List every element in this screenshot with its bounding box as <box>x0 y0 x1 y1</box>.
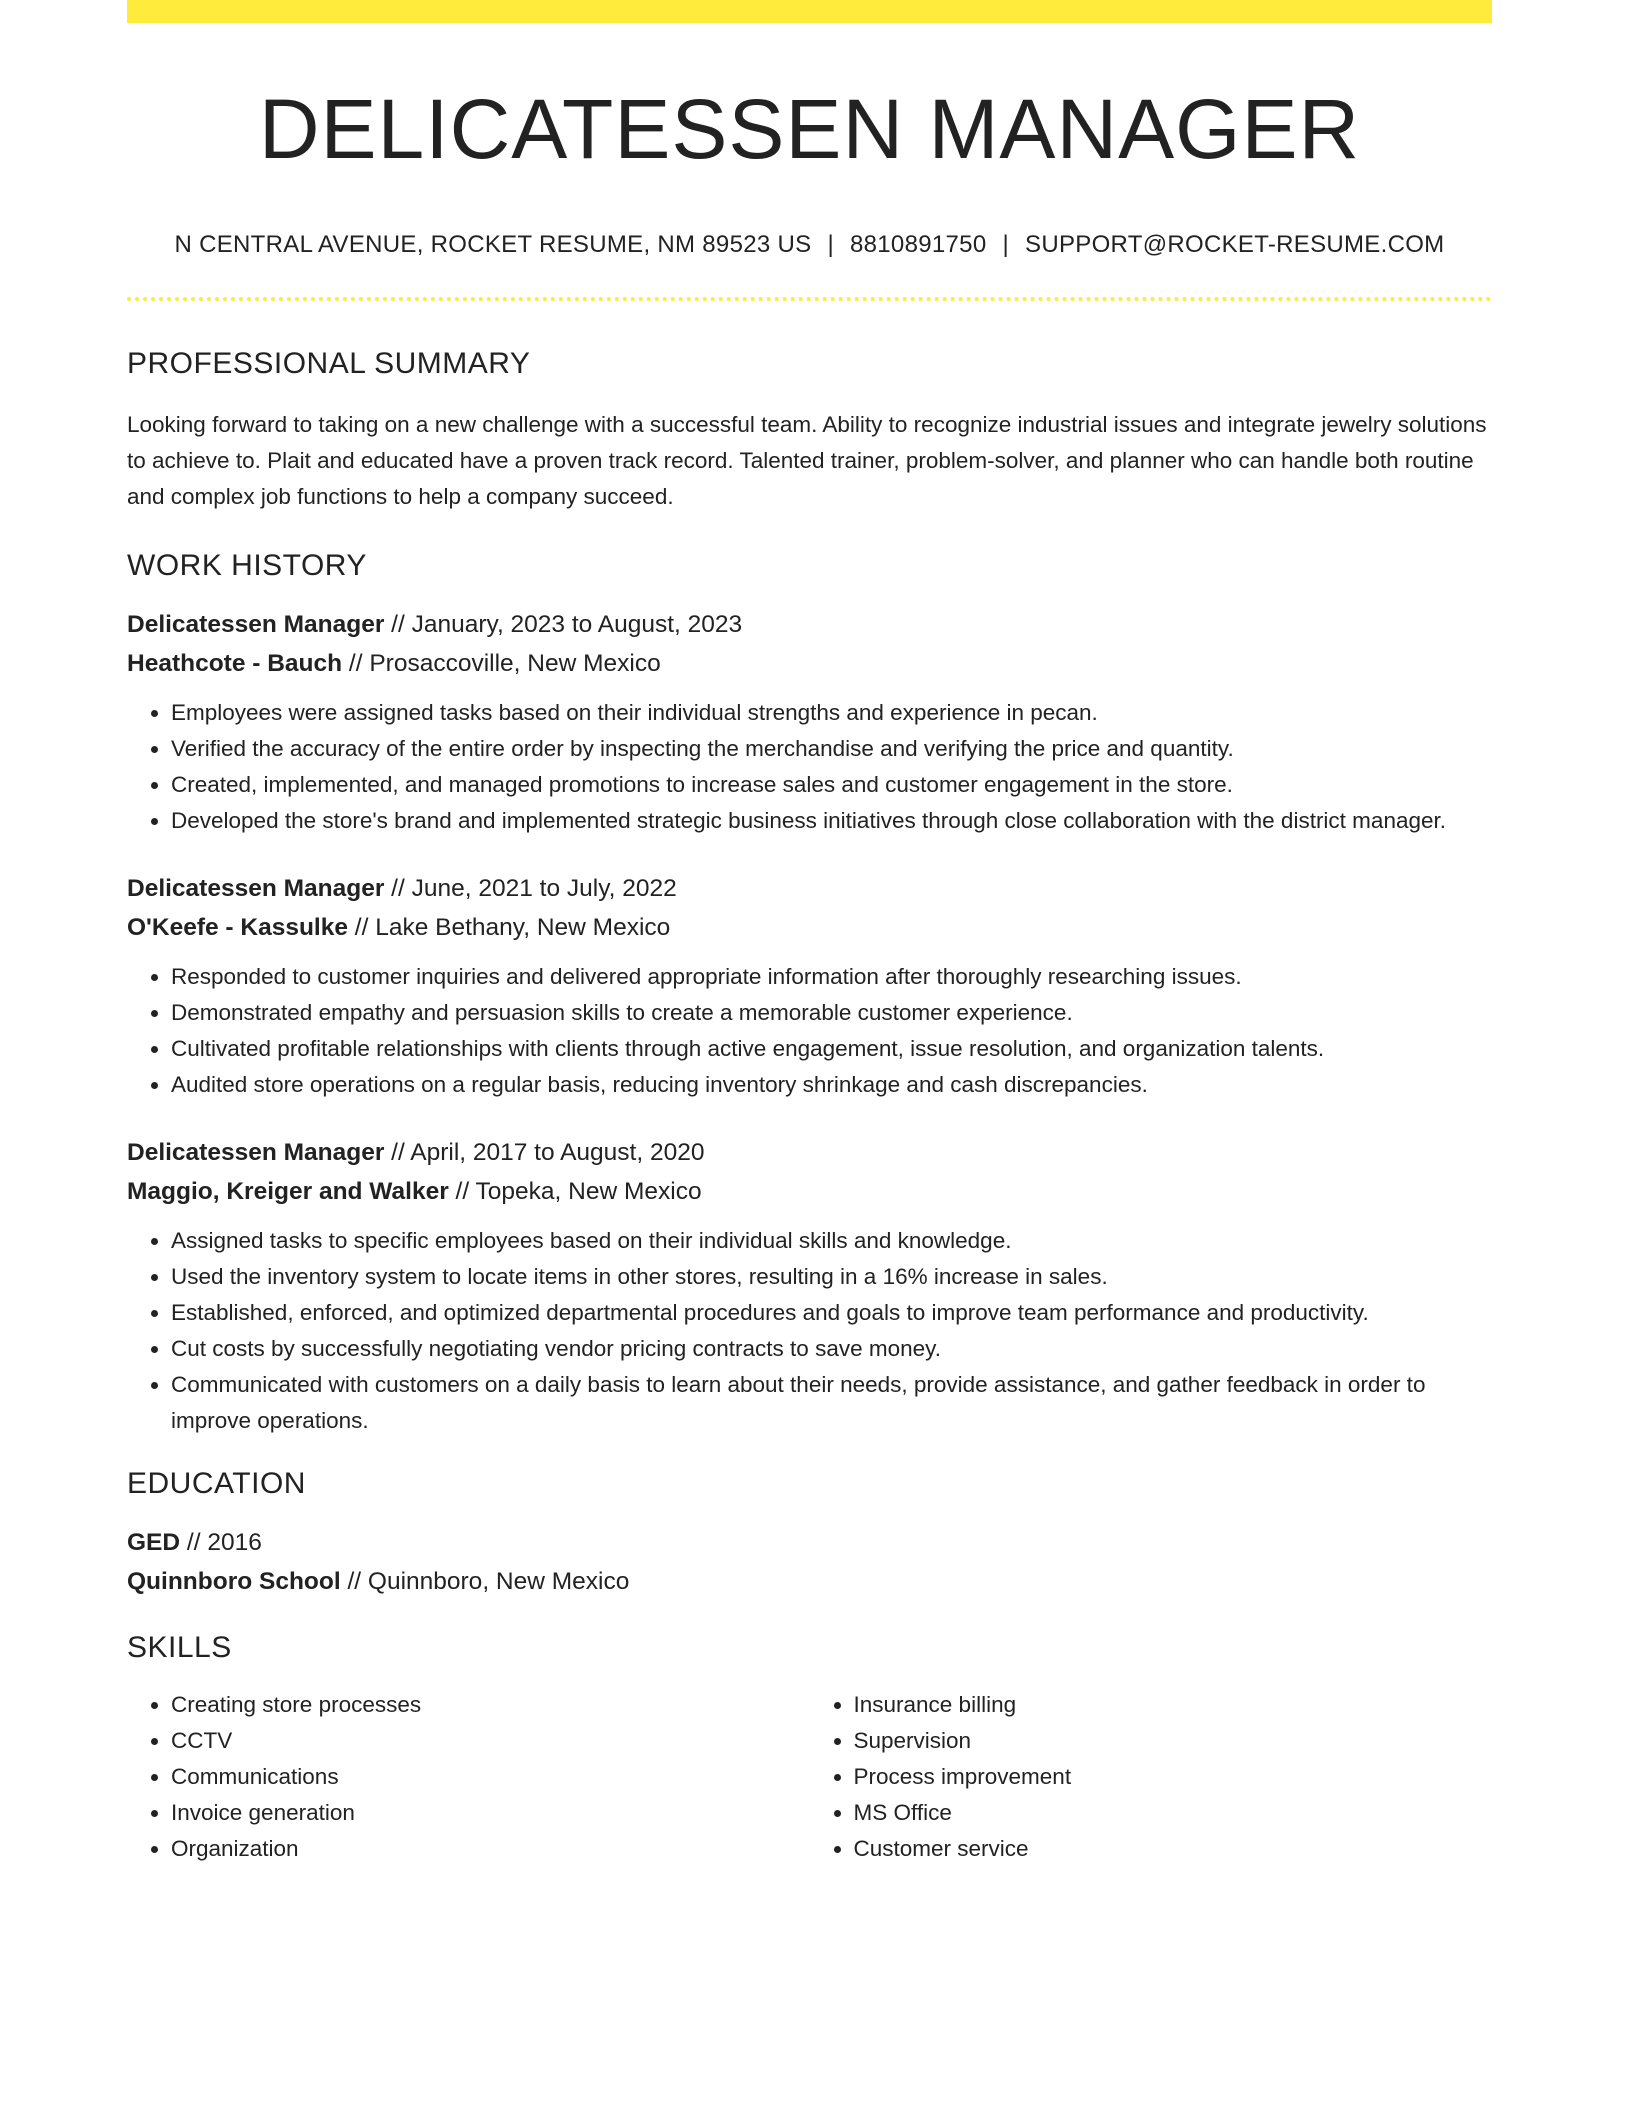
job-location: // Lake Bethany, New Mexico <box>347 914 671 942</box>
address: N CENTRAL AVENUE, ROCKET RESUME, NM 89523 US <box>174 231 812 259</box>
list-item: • Cut costs by successfully negotiating vendor pricing contracts to save money. <box>171 1331 1492 1367</box>
skill-item: • Insurance billing <box>854 1687 1493 1723</box>
list-item: • Responded to customer inquiries and delivered appropriate information after thoroughly researching issues. <box>171 959 1492 995</box>
job-company-line <box>127 908 1492 947</box>
skill-item: • Process improvement <box>854 1759 1493 1795</box>
job-entry <box>127 1133 1492 1439</box>
skill-item: • CCTV <box>171 1723 810 1759</box>
list-item: • Created, implemented, and managed promotions to increase sales and customer engagement in the store. <box>171 767 1492 803</box>
summary-text: Looking forward to taking on a new challenge with a successful team. Ability to recognize industrial issues and integrate jewelry solutions to achieve to. Plait and educated have a proven track record. Talented trainer, problem-solver, and planner who can handle both routine and complex job functions to help a company succeed. <box>127 412 1487 510</box>
job-company: Heathcote - Bauch <box>127 650 343 678</box>
job-bullets <box>127 1223 1492 1439</box>
list-item: • Developed the store's brand and implemented strategic business initiatives through close collaboration with the district manager. <box>171 803 1492 839</box>
skill-item: • Supervision <box>854 1723 1493 1759</box>
resume-title: DELICATESSEN MANAGER <box>258 82 1361 176</box>
job-location: // Topeka, New Mexico <box>448 1178 702 1206</box>
job-dates: // June, 2021 to July, 2022 <box>384 875 677 903</box>
job-role: Delicatessen Manager <box>127 875 385 903</box>
skill-item: • Communications <box>171 1759 810 1795</box>
job-dates: // April, 2017 to August, 2020 <box>384 1139 705 1167</box>
section-title-summary: PROFESSIONAL SUMMARY <box>127 347 531 381</box>
list-item: • Used the inventory system to locate items in other stores, resulting in a 16% increase in sales. <box>171 1259 1492 1295</box>
resume-page <box>127 0 1492 1867</box>
job-bullets <box>127 695 1492 839</box>
list-item: • Audited store operations on a regular basis, reducing inventory shrinkage and cash discrepancies. <box>171 1067 1492 1103</box>
education-entry <box>127 1523 1492 1601</box>
skill-item: • MS Office <box>854 1795 1493 1831</box>
list-item: • Established, enforced, and optimized departmental procedures and goals to improve team performance and productivity. <box>171 1295 1492 1331</box>
job-company-line <box>127 644 1492 683</box>
skills-left-column <box>127 1687 810 1867</box>
job-role-line <box>127 1133 1492 1172</box>
list-item: • Employees were assigned tasks based on their individual strengths and experience in pecan. <box>171 695 1492 731</box>
skills-right-column <box>810 1687 1493 1867</box>
skill-item: • Customer service <box>854 1831 1493 1867</box>
education-year: // 2016 <box>180 1529 262 1557</box>
section-title-skills: SKILLS <box>127 1631 232 1665</box>
job-company-line <box>127 1172 1492 1211</box>
list-item: • Communicated with customers on a daily basis to learn about their needs, provide assistance, and gather feedback in order to improve operations. <box>171 1367 1492 1439</box>
education-degree: GED <box>127 1529 181 1557</box>
separator: | <box>827 231 834 259</box>
job-role: Delicatessen Manager <box>127 611 385 639</box>
education-degree-line <box>127 1523 1492 1562</box>
separator: | <box>1002 231 1010 259</box>
dotted-divider <box>127 297 1492 301</box>
job-entry <box>127 605 1492 839</box>
list-item: • Demonstrated empathy and persuasion skills to create a memorable customer experience. <box>171 995 1492 1031</box>
list-item: • Verified the accuracy of the entire order by inspecting the merchandise and verifying the price and quantity. <box>171 731 1492 767</box>
job-company: O'Keefe - Kassulke <box>127 914 348 942</box>
list-item: • Cultivated profitable relationships with clients through active engagement, issue resolution, and organization talents. <box>171 1031 1492 1067</box>
skill-item: • Invoice generation <box>171 1795 810 1831</box>
job-location: // Prosaccoville, New Mexico <box>342 650 661 678</box>
job-dates: // January, 2023 to August, 2023 <box>384 611 743 639</box>
section-title-work-history: WORK HISTORY <box>127 549 367 583</box>
phone: 8810891750 <box>849 231 987 259</box>
education-school: Quinnboro School <box>127 1568 341 1596</box>
education-location: // Quinnboro, New Mexico <box>340 1568 630 1596</box>
skill-item: • Creating store processes <box>171 1687 810 1723</box>
job-bullets <box>127 959 1492 1103</box>
job-role-line <box>127 605 1492 644</box>
job-role-line <box>127 869 1492 908</box>
section-title-education: EDUCATION <box>127 1467 306 1501</box>
skills-columns <box>127 1687 1492 1867</box>
job-entry <box>127 869 1492 1103</box>
education-school-line <box>127 1562 1492 1601</box>
job-role: Delicatessen Manager <box>127 1139 385 1167</box>
contact-line <box>127 231 1492 259</box>
list-item: • Assigned tasks to specific employees based on their individual skills and knowledge. <box>171 1223 1492 1259</box>
accent-top-bar <box>127 0 1492 23</box>
job-company: Maggio, Kreiger and Walker <box>127 1178 449 1206</box>
email: SUPPORT@ROCKET-RESUME.COM <box>1025 231 1445 259</box>
skill-item: • Organization <box>171 1831 810 1867</box>
